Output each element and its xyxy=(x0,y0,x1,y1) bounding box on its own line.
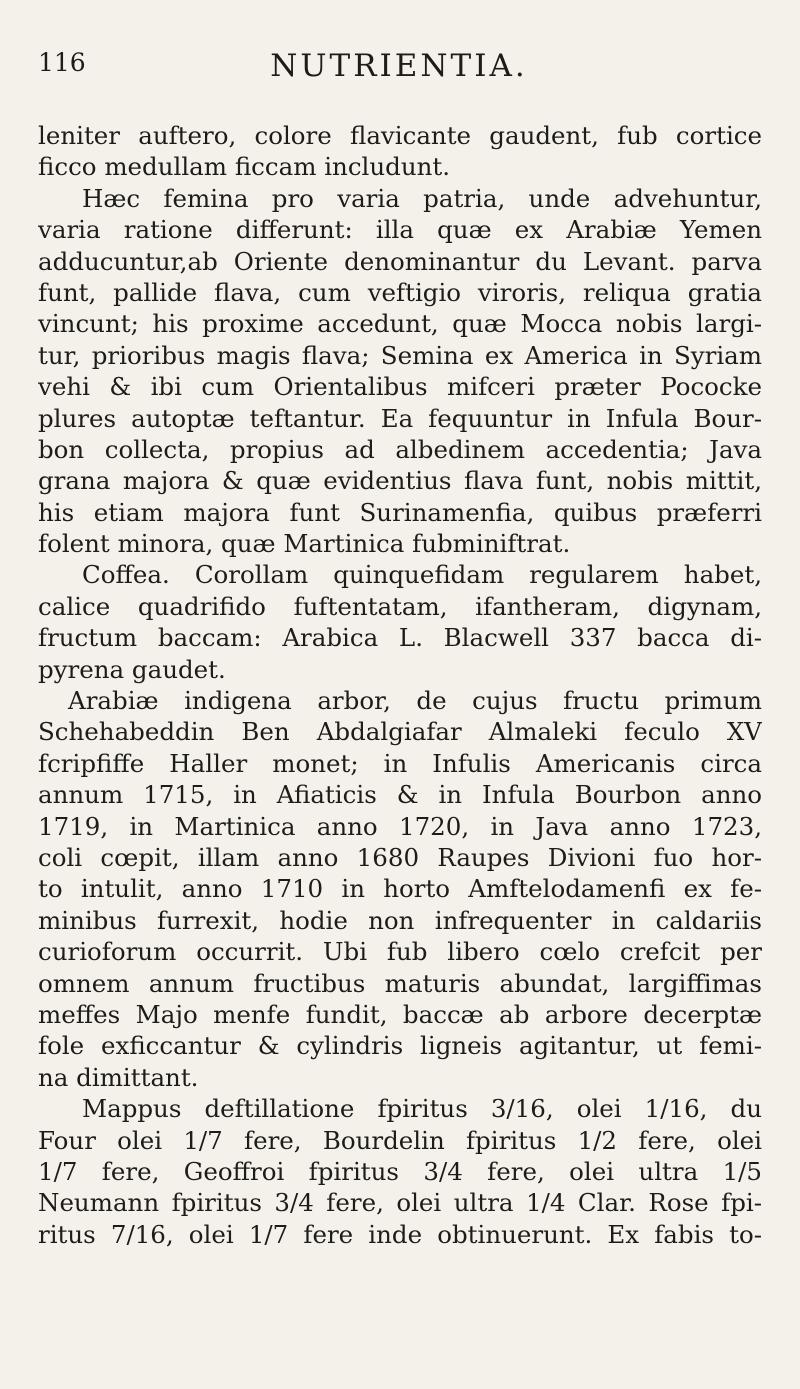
text-line: folent minora, quæ Martinica fubminiftrat. xyxy=(38,529,571,559)
page-number: 116 xyxy=(38,48,86,77)
text-line: adducuntur,ab Oriente denominantur du Levant. parva xyxy=(38,246,762,276)
text-line: annum 1715, in Afiaticis & in Infula Bourbon anno xyxy=(38,780,762,810)
text-line: ritus 7/16, olei 1/7 fere inde obtinuerunt. Ex fabis to- xyxy=(38,1219,762,1249)
text-line: leniter auftero, colore flavicante gaudent, fub cortice xyxy=(38,121,762,150)
text-line: fructum baccam: Arabica L. Blacwell 337 bacca di- xyxy=(38,623,762,653)
text-line: 1/7 fere, Geoffroi fpiritus 3/4 fere, olei ultra 1/5 xyxy=(38,1156,762,1186)
text-line: Mappus deftillatione fpiritus 3/16, olei 1/16, du xyxy=(82,1094,762,1124)
text-line: calice quadrifido fuftentatam, ifantheram, digynam, xyxy=(38,591,762,621)
text-line: plures autoptæ teftantur. Ea fequuntur in Infula Bour- xyxy=(38,403,762,433)
text-line: Hæc femina pro varia patria, unde advehuntur, xyxy=(82,183,762,213)
text-line: Coffea. Corollam quinquefidam regularem habet, xyxy=(82,560,762,590)
text-line: ficco medullam ficcam includunt. xyxy=(38,152,451,182)
text-line: his etiam majora funt Surinamenfia, quibus præferri xyxy=(38,497,762,527)
text-line: funt, pallide flava, cum veftigio viroris, reliqua gratia xyxy=(38,277,762,307)
text-line: Four olei 1/7 fere, Bourdelin fpiritus 1/2 fere, olei xyxy=(38,1125,762,1155)
text-line: na dimittant. xyxy=(38,1062,199,1092)
text-line: bon collecta, propius ad albedinem accedentia; Java xyxy=(38,434,762,464)
text-line: omnem annum fructibus maturis abundat, largiffimas xyxy=(38,968,762,998)
body-text xyxy=(38,120,762,1250)
text-line: coli cœpit, illam anno 1680 Raupes Divioni fuo hor- xyxy=(38,842,762,872)
text-line: vehi & ibi cum Orientalibus mifceri præter Pococke xyxy=(38,372,762,402)
text-line: 1719, in Martinica anno 1720, in Java anno 1723, xyxy=(38,811,762,841)
text-line: grana majora & quæ evidentius flava funt, nobis mittit, xyxy=(38,466,762,496)
text-line: minibus furrexit, hodie non infrequenter in caldariis xyxy=(38,905,762,935)
text-line: fole exficcantur & cylindris ligneis agitantur, ut femi- xyxy=(38,1031,762,1061)
text-line: vincunt; his proxime accedunt, quæ Mocca nobis largi- xyxy=(38,309,762,339)
text-line: fcripfiffe Haller monet; in Infulis Americanis circa xyxy=(38,748,762,778)
text-line: pyrena gaudet. xyxy=(38,654,226,684)
text-line: tur, prioribus magis flava; Semina ex America in Syriam xyxy=(38,340,762,370)
text-line: varia ratione differunt: illa quæ ex Arabiæ Yemen xyxy=(38,215,762,245)
text-line: meffes Majo menfe fundit, baccæ ab arbore decerptæ xyxy=(38,999,762,1029)
text-line: to intulit, anno 1710 in horto Amftelodamenfi ex fe- xyxy=(38,874,762,904)
text-line: Neumann fpiritus 3/4 fere, olei ultra 1/4 Clar. Rose fpi- xyxy=(38,1188,762,1218)
text-line: curioforum occurrit. Ubi fub libero cœlo crefcit per xyxy=(38,937,762,967)
page-header xyxy=(38,48,760,88)
running-title: NUTRIENTIA. xyxy=(270,48,528,84)
text-line: Schehabeddin Ben Abdalgiafar Almaleki feculo XV xyxy=(38,717,762,747)
text-line: Arabiæ indigena arbor, de cujus fructu primum xyxy=(68,686,762,716)
